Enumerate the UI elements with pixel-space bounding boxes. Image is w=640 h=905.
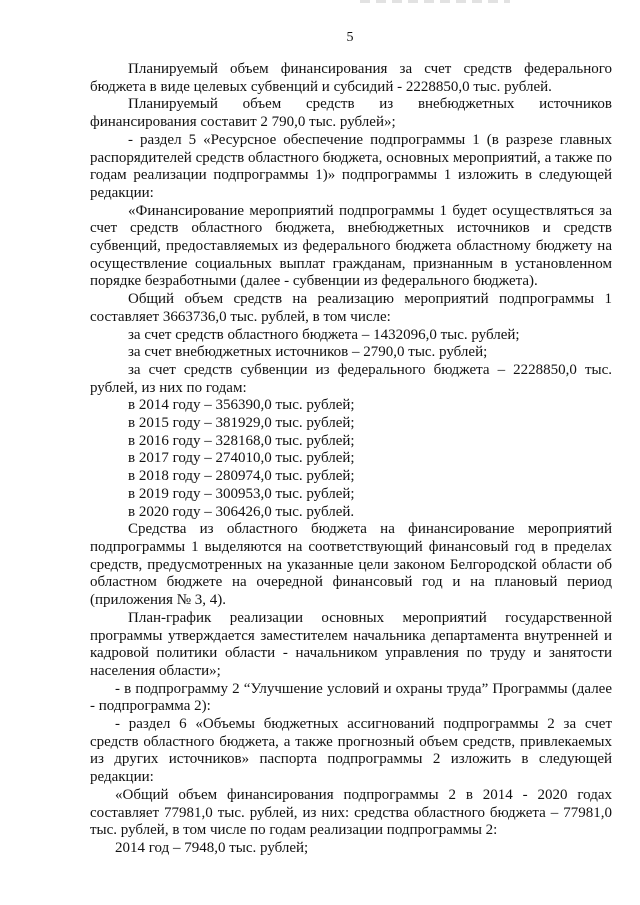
paragraph-section-5: - раздел 5 «Ресурсное обеспечение подпрограммы 1 (в разрезе главных распорядителей средств областного бюджета, основных мероприятий, а также по годам реализации подпрограммы 1)» подпрограммы 1 изложить в следующей редакции: bbox=[90, 131, 612, 201]
paragraph-total-subprogram-2: «Общий объем финансирования подпрограммы 2 в 2014 - 2020 годах составляет 77981,0 тыс. рублей, из них: средства областного бюджета – 77981,0 тыс. рублей, в том числе по годам реализации подпрограммы 2: bbox=[90, 786, 612, 839]
line-year-2017: в 2017 году – 274010,0 тыс. рублей; bbox=[128, 450, 355, 467]
line-year-2020: в 2020 году – 306426,0 тыс. рублей. bbox=[128, 503, 355, 520]
line-extrabudgetary: за счет внебюджетных источников – 2790,0 тыс. рублей; bbox=[128, 344, 488, 361]
line-2014-subprogram-2: 2014 год – 7948,0 тыс. рублей; bbox=[115, 839, 309, 856]
line-year-2019: в 2019 году – 300953,0 тыс. рублей; bbox=[128, 485, 355, 502]
line-year-2018: в 2018 году – 280974,0 тыс. рублей; bbox=[128, 468, 355, 485]
line-regional-budget: за счет средств областного бюджета – 1432096,0 тыс. рублей; bbox=[128, 326, 520, 343]
paragraph-total-volume: Общий объем средств на реализацию мероприятий подпрограммы 1 составляет 3663736,0 тыс. рублей, в том числе: bbox=[90, 291, 612, 325]
paragraph-subvention: за счет средств субвенции из федерального бюджета – 2228850,0 тыс. рублей, из них по годам: bbox=[90, 361, 612, 396]
line-year-2015: в 2015 году – 381929,0 тыс. рублей; bbox=[128, 415, 355, 432]
line-year-2016: в 2016 году – 328168,0 тыс. рублей; bbox=[128, 432, 355, 449]
paragraph-schedule: План-график реализации основных мероприятий государственной программы утверждается заместителем начальника департамента внутренней и кадровой политики области - начальником управления по труду и занятости населения области»; bbox=[90, 609, 612, 679]
document-body bbox=[90, 61, 612, 858]
paragraph-financing-sources: «Финансирование мероприятий подпрограммы 1 будет осуществляться за счет средств областного бюджета, внебюджетных источников и средств субвенций, предоставляемых из федерального бюджета областному бюджету на осуществление социальных выплат гражданам, признанным в установленном порядке безработными (далее - субвенции из федерального бюджета). bbox=[90, 202, 612, 290]
paragraph-subprogram-2: - в подпрограмму 2 “Улучшение условий и охраны труда” Программы (далее - подпрограмма 2): bbox=[90, 680, 612, 715]
paragraph-section-6: - раздел 6 «Объемы бюджетных ассигнований подпрограммы 2 за счет средств областного бюджета, а также прогнозный объем средств, привлекаемых из других источников» паспорта подпрограммы 2 изложить в следующей редакции: bbox=[90, 716, 612, 786]
paragraph-federal-funding: Планируемый объем финансирования за счет средств федерального бюджета в виде целевых субвенций и субсидий - 2228850,0 тыс. рублей. bbox=[90, 61, 612, 95]
scan-artifact bbox=[360, 0, 510, 3]
line-year-2014: в 2014 году – 356390,0 тыс. рублей; bbox=[128, 397, 355, 414]
page-number: 5 bbox=[346, 30, 354, 45]
paragraph-regional-funds: Средства из областного бюджета на финансирование мероприятий подпрограммы 1 выделяются на соответствующий финансовый год в пределах средств, предусмотренных на указанные цели законом Белгородской области об областном бюджете на очередной финансовый год и на плановый период (приложения № 3, 4). bbox=[90, 521, 612, 609]
paragraph-extrabudgetary: Планируемый объем средств из внебюджетных источников финансирования составит 2 790,0 тыс. рублей»; bbox=[90, 96, 612, 131]
